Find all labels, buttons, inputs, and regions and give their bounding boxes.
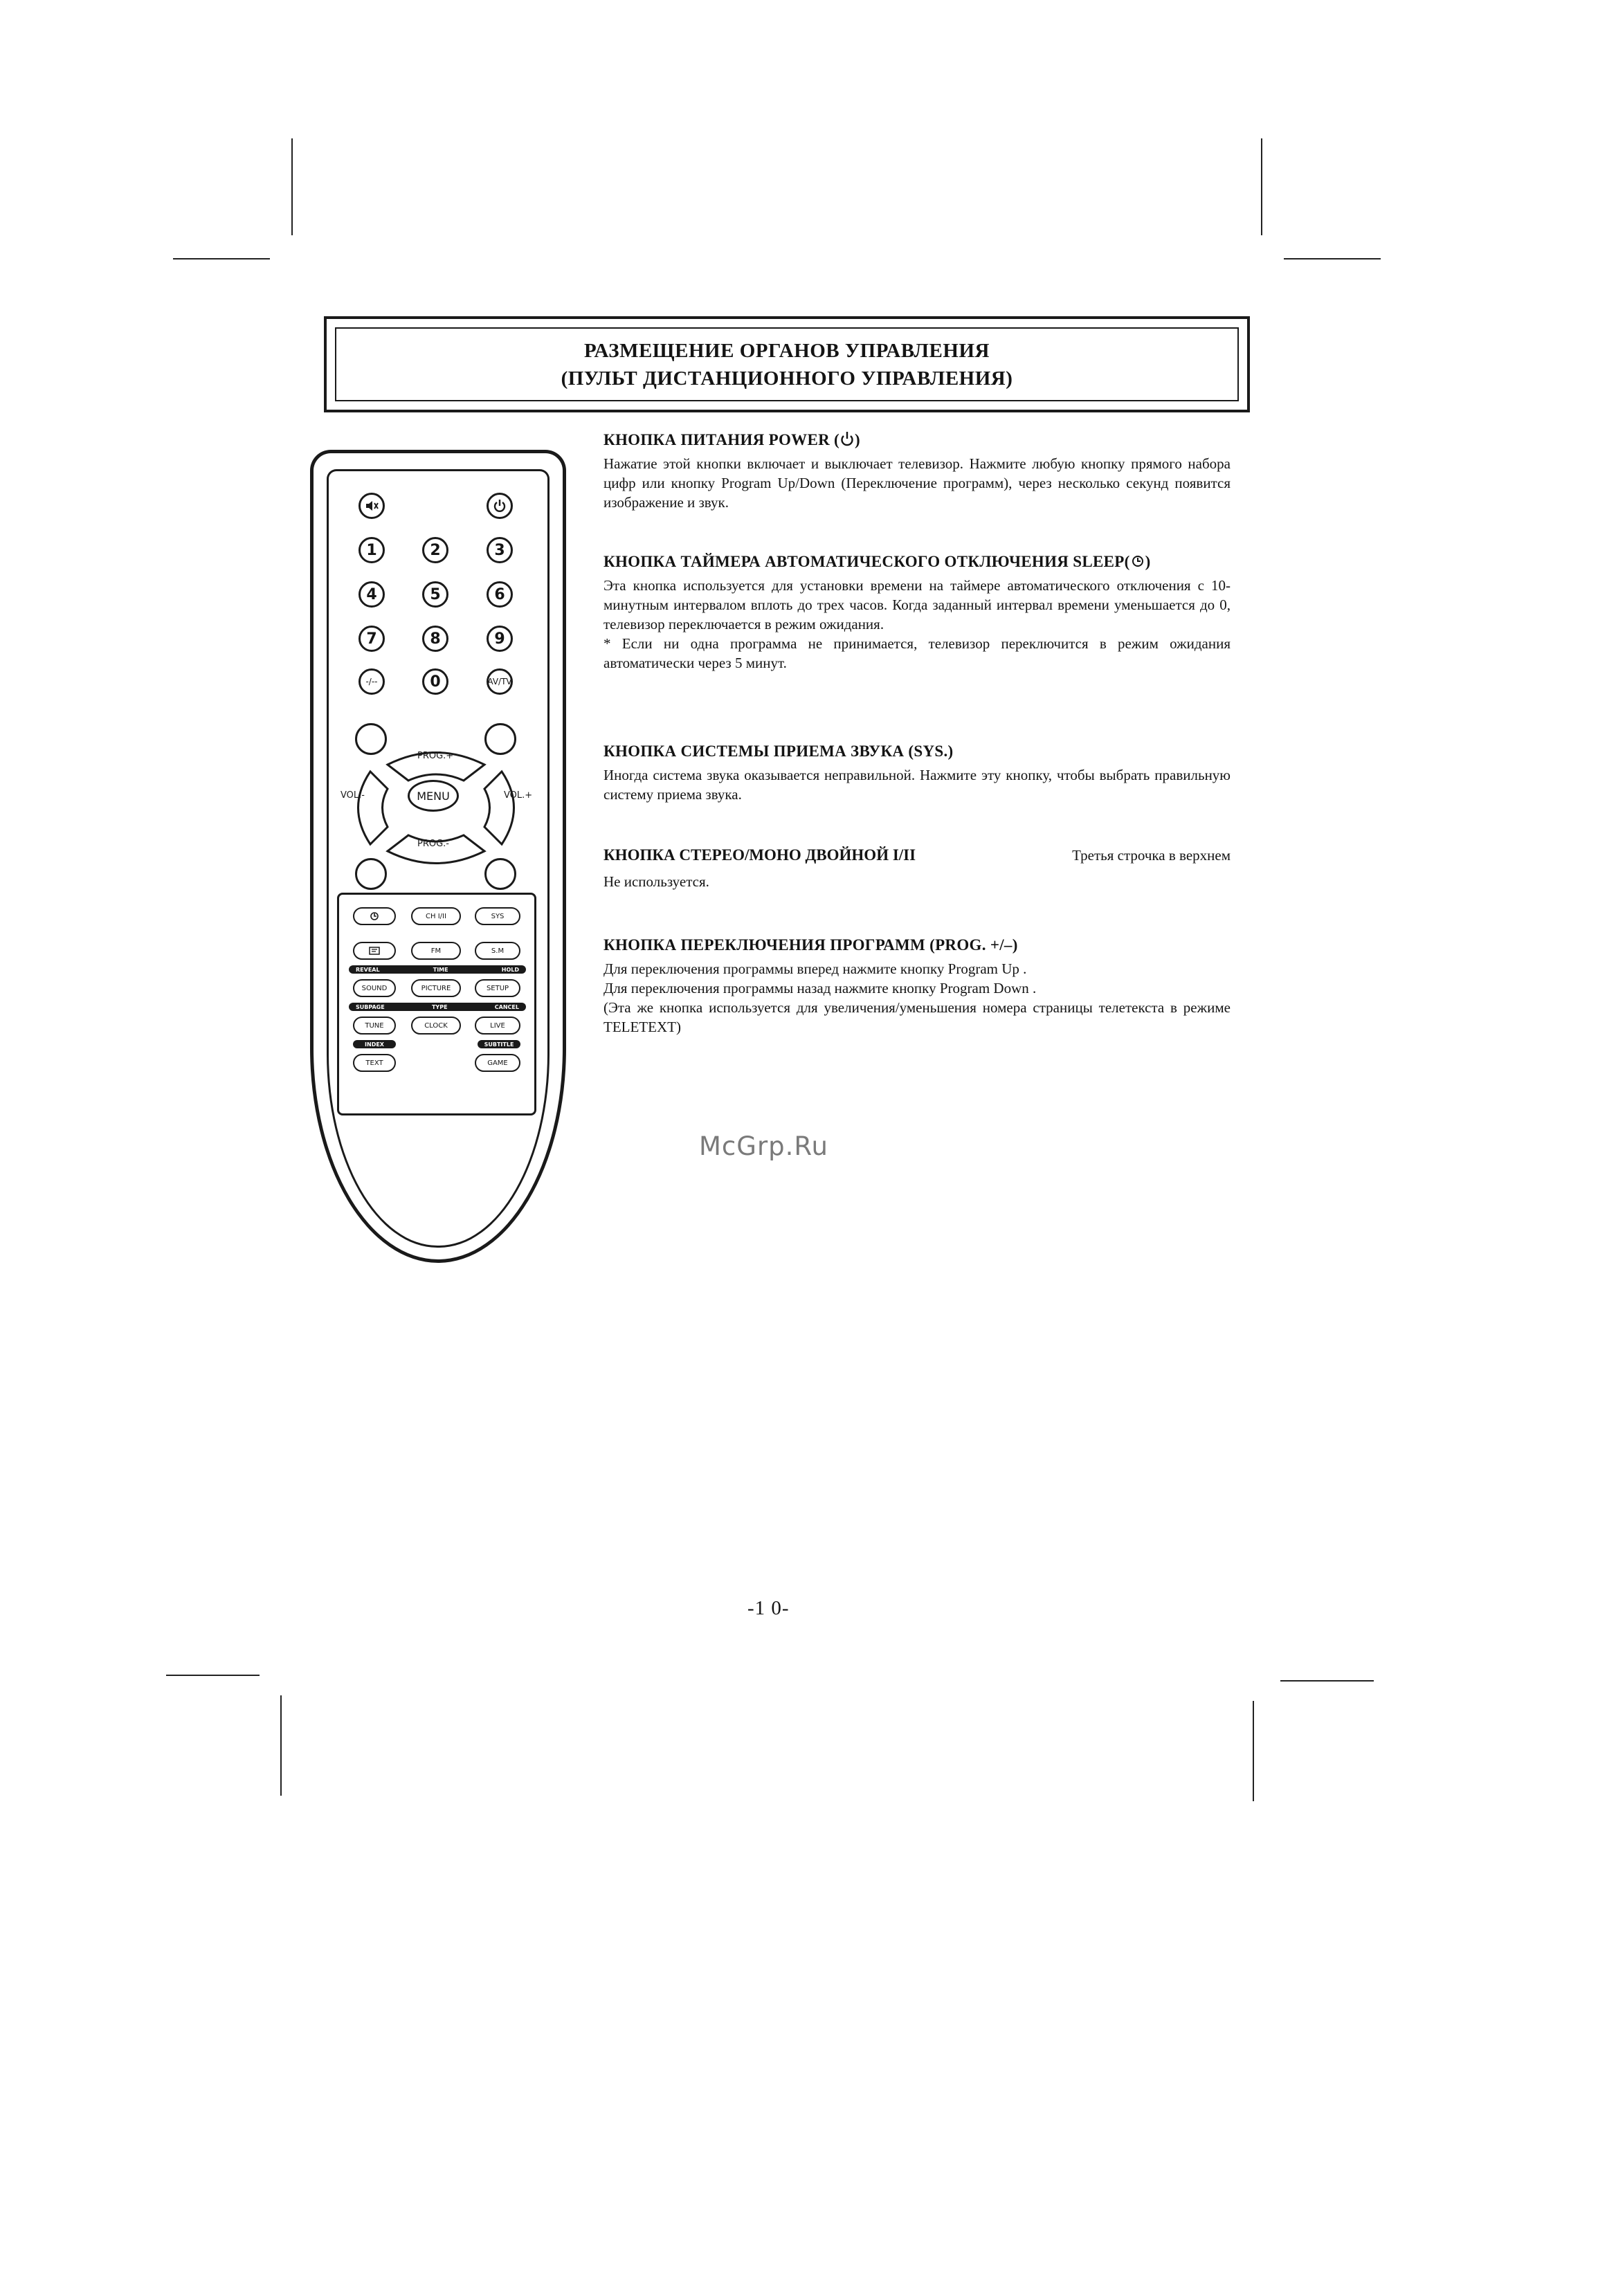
index-label-bar: INDEX [353,1040,396,1048]
page-title-line-2: (ПУЛЬТ ДИСТАНЦИОННОГО УПРАВЛЕНИЯ) [561,367,1013,390]
clock-button: CLOCK [411,1017,461,1035]
time-label: TIME [433,966,448,973]
digit-2-button: 2 [422,537,448,563]
section-sleep-note: * Если ни одна программа не принимается, телевизор переключится в режим ожидания автоматически через 5 минут. [603,635,1231,671]
section-power-heading [603,429,1231,451]
crop-mark-top-right-v [1261,138,1262,235]
digit-3-button: 3 [487,537,513,563]
section-sleep [603,551,1231,673]
function-panel [337,893,536,1115]
section-prog-note: (Эта же кнопка используется для увеличения/уменьшения номера страницы телетекста в режиме TELETEXT) [603,999,1231,1035]
sleep-timer-icon [1130,552,1145,570]
section-sleep-heading [603,551,1231,573]
prog-down-label: PROG.- [417,839,450,849]
digit-1-button: 1 [358,537,385,563]
teletext-icon [369,947,380,955]
av-tv-button: AV/TV [487,668,513,695]
digit-0-button: 0 [422,668,448,695]
section-prog-heading: КНОПКА ПЕРЕКЛЮЧЕНИЯ ПРОГРАММ (PROG. +/–) [603,936,1018,954]
picture-button: PICTURE [411,979,461,997]
crop-mark-bottom-left-h [166,1675,260,1676]
power-icon [839,430,855,448]
digit-4-button: 4 [358,581,385,608]
teletext-button [353,942,396,960]
sm-button: S.M [475,942,520,960]
section-power [603,429,1231,512]
live-button: LIVE [475,1017,520,1035]
menu-button: MENU [408,780,459,812]
vol-up-shape [484,772,514,844]
subpage-label: SUBPAGE [356,1003,385,1010]
section-stereo-mono-body: Не используется. [603,873,709,890]
digit-7-button: 7 [358,626,385,652]
mute-icon [364,498,379,513]
vol-up-label: VOL.+ [504,790,533,801]
section-sleep-heading-text: КНОПКА ТАЙМЕРА АВТОМАТИЧЕСКОГО ОТКЛЮЧЕНИЯ SLEEP( [603,553,1130,570]
watermark: McGrp.Ru [699,1131,828,1161]
crop-mark-top-right-h [1284,258,1381,259]
section-power-heading-close: ) [855,431,860,448]
label-bar-subpage-type-cancel [349,1003,526,1011]
section-stereo-mono [603,844,1231,891]
setup-button: SETUP [475,979,520,997]
crop-mark-top-left-h [173,258,270,259]
power-icon [492,498,507,513]
section-power-heading-text: КНОПКА ПИТАНИЯ POWER ( [603,431,840,448]
dash-button: -/-- [358,668,385,695]
sleep-timer-icon [370,911,379,921]
digit-6-button: 6 [487,581,513,608]
section-sleep-body: Эта кнопка используется для установки времени на таймере автоматического отключения с 10-минутным интервалом вплоть до трех часов. Когда заданный интервал времени уменьшается до 0, телевизор переключается в режим ожидания. [603,577,1231,632]
title-inner-frame [335,327,1239,401]
ch-i-ii-button: CH I/II [411,907,461,925]
sys-button: SYS [475,907,520,925]
page-title-line-1: РАЗМЕЩЕНИЕ ОРГАНОВ УПРАВЛЕНИЯ [584,339,990,362]
title-box [324,316,1250,412]
prog-up-label: PROG.+ [417,751,454,761]
tune-button: TUNE [353,1017,396,1035]
crop-mark-bottom-right-v [1253,1701,1254,1801]
crop-mark-bottom-left-v [280,1695,282,1796]
digit-5-button: 5 [422,581,448,608]
crop-mark-bottom-right-h [1280,1680,1374,1682]
cancel-label: CANCEL [494,1003,519,1010]
section-prog-line-2: Для переключения программы назад нажмите кнопку Program Down . [603,980,1037,996]
sleep-button [353,907,396,925]
reveal-label: REVEAL [356,966,380,973]
page-number: -1 0- [747,1597,790,1619]
subtitle-label-bar: SUBTITLE [478,1040,520,1048]
hold-label: HOLD [501,966,519,973]
section-sleep-heading-close: ) [1145,553,1151,570]
game-button: GAME [475,1054,520,1072]
mute-button [358,493,385,519]
section-stereo-mono-heading: КНОПКА СТЕРЕО/МОНО ДВОЙНОЙ I/II [603,846,916,864]
section-sys-heading: КНОПКА СИСТЕМЫ ПРИЕМА ЗВУКА (SYS.) [603,742,954,760]
fm-button: FM [411,942,461,960]
section-prog [603,934,1231,1037]
crop-mark-top-left-v [291,138,293,235]
text-button: TEXT [353,1054,396,1072]
section-sys-body: Иногда система звука оказывается неправильной. Нажмите эту кнопку, чтобы выбрать правильную систему приема звука. [603,767,1231,803]
digit-8-button: 8 [422,626,448,652]
label-bar-reveal-time-hold [349,965,526,974]
digit-9-button: 9 [487,626,513,652]
vol-down-label: VOL.- [341,790,365,801]
section-prog-line-1: Для переключения программы вперед нажмите кнопку Program Up . [603,960,1027,977]
section-sys [603,740,1231,804]
section-stereo-mono-heading-row [603,844,1231,866]
section-stereo-mono-heading-tail: Третья строчка в верхнем [1072,847,1231,864]
type-label: TYPE [431,1003,448,1010]
power-button [487,493,513,519]
vol-down-shape [358,772,388,844]
section-power-body: Нажатие этой кнопки включает и выключает телевизор. Нажмите любую кнопку прямого набора цифр или кнопку Program Up/Down (Переключение программ), через несколько секунд появится изображение и звук. [603,455,1231,511]
sound-button: SOUND [353,979,396,997]
